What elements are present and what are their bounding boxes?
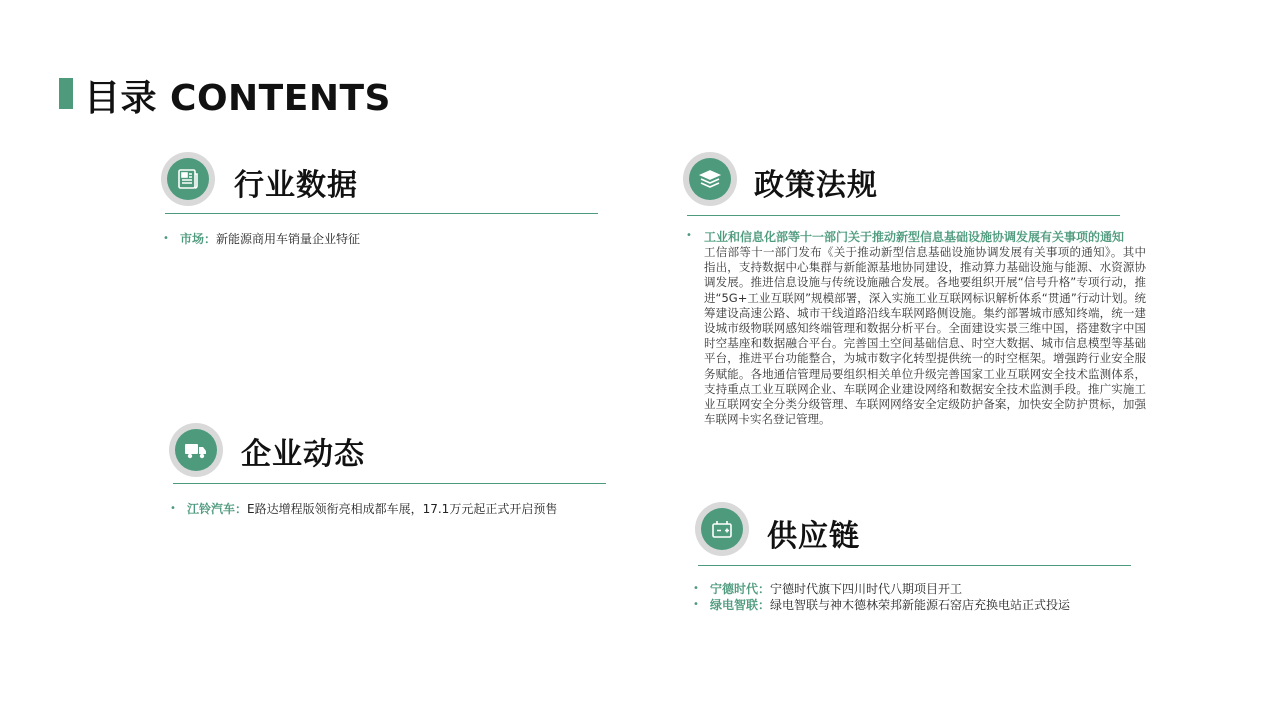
supply-list <box>693 581 1070 613</box>
page-title: 目录 CONTENTS <box>84 78 391 119</box>
item-label: 绿电智联： <box>710 598 771 612</box>
item-label: 宁德时代： <box>710 582 771 596</box>
industry-list <box>163 231 360 247</box>
section-divider <box>165 213 598 214</box>
company-list <box>170 501 557 517</box>
policy-list <box>686 230 1146 427</box>
section-divider <box>698 565 1131 566</box>
list-item <box>163 231 360 247</box>
item-text: E路达增程版领衔亮相成都车展，17.1万元起正式开启预售 <box>247 502 558 516</box>
policy-body: 工信部等十一部门发布《关于推动新型信息基础设施协调发展有关事项的通知》。其中指出，支持数据中心集群与新能源基地协同建设，推动算力基础设施与能源、水资源协调发展。推进信息设施与传统设施融合发展。各地要组织开展“信号升格”专项行动，推进“5G+工业互联网”规模部署，深入实施工业互联网标识解析体系“贯通”行动计划。统筹建设高速公路、城市干线道路沿线车联网路侧设施。集约部署城市感知终端，统一建设城市级物联网感知终端管理和数据分析平台。全面建设实景三维中国，搭建数字中国时空基座和数据融合平台。完善国土空间基础信息、时空大数据、城市信息模型等基础平台，推进平台功能整合，为城市数字化转型提供统一的时空框架。增强跨行业安全服务赋能。各地通信管理局要组织相关单位升级完善国家工业互联网安全技术监测体系，支持重点工业互联网企业、车联网企业建设网络和数据安全技术监测手段。推广实施工业互联网安全分类分级管理、车联网网络安全定级防护备案，加快安全防护贯标，加强车联网卡实名登记管理。 <box>704 245 1146 427</box>
layers-icon <box>683 152 737 206</box>
section-title-policy: 政策法规 <box>754 168 878 203</box>
section-divider <box>173 483 606 484</box>
truck-icon <box>169 423 223 477</box>
battery-icon <box>695 502 749 556</box>
item-label: 江铃汽车： <box>187 502 248 516</box>
section-title-industry: 行业数据 <box>234 168 358 203</box>
list-item <box>693 597 1070 613</box>
newspaper-icon <box>161 152 215 206</box>
section-divider <box>687 215 1120 216</box>
section-title-supply: 供应链 <box>767 519 860 554</box>
item-label: 市场： <box>180 232 217 246</box>
list-item <box>693 581 1070 597</box>
item-text: 宁德时代旗下四川时代八期项目开工 <box>770 582 963 596</box>
policy-headline: • 工业和信息化部等十一部门关于推动新型信息基础设施协调发展有关事项的通知 <box>704 230 1125 244</box>
item-text: 新能源商用车销量企业特征 <box>216 232 361 246</box>
section-title-company: 企业动态 <box>241 437 365 472</box>
list-item <box>170 501 557 517</box>
title-accent-bar <box>59 78 73 109</box>
list-item <box>686 230 1146 427</box>
item-text: 绿电智联与神木德林荣邦新能源石窑店充换电站正式投运 <box>770 598 1071 612</box>
